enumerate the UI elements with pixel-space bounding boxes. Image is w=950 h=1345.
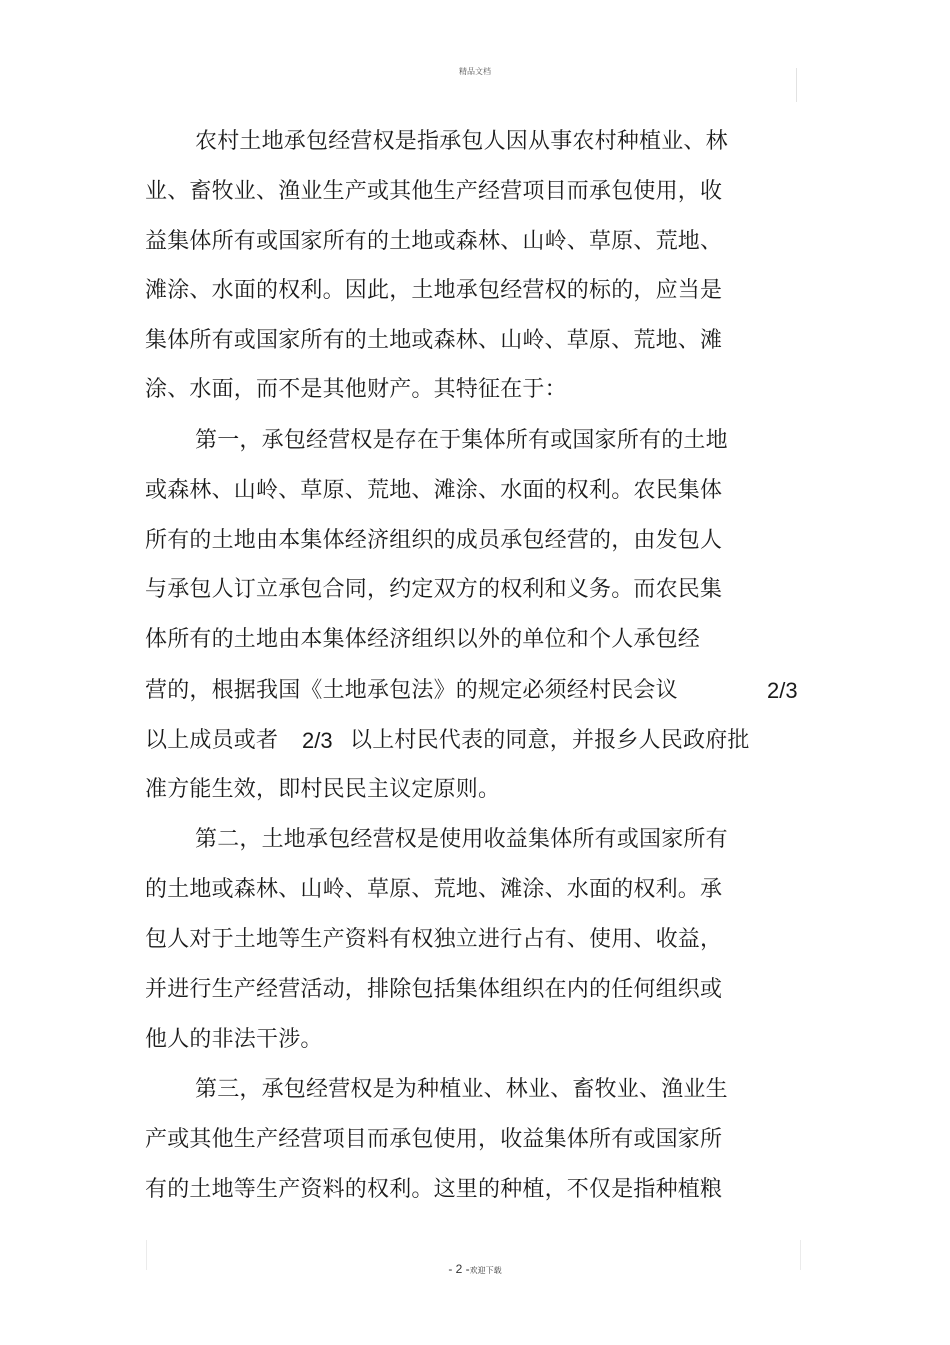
paragraph-3-line-1: 第二，土地承包经营权是使用收益集体所有或国家所有	[195, 827, 728, 852]
paragraph-1-line-6: 涂、水面，而不是其他财产。其特征在于：	[145, 377, 567, 402]
paragraph-3-line-3: 包人对于土地等生产资料有权独立进行占有、使用、收益，	[145, 927, 723, 952]
page-number: - 2 -	[448, 1262, 470, 1276]
paragraph-4-line-1: 第三，承包经营权是为种植业、林业、畜牧业、渔业生	[195, 1077, 728, 1102]
paragraph-4-line-2: 产或其他生产经营项目而承包使用，收益集体所有或国家所	[145, 1127, 723, 1152]
paragraph-2-line-5: 体所有的土地由本集体经济组织以外的单位和个人承包经	[145, 627, 701, 652]
fraction-two-thirds: 2/3	[302, 728, 333, 753]
paragraph-2-line-7: 以上成员或者	[145, 728, 279, 753]
paragraph-1-line-5: 集体所有或国家所有的土地或森林、山岭、草原、荒地、滩	[145, 328, 723, 353]
paragraph-3-line-4: 并进行生产经营活动，排除包括集体组织在内的任何组织或	[145, 977, 723, 1002]
paragraph-1-line-1: 农村土地承包经营权是指承包人因从事农村种植业、林	[195, 129, 728, 154]
header-label: 精品文档	[459, 67, 491, 76]
paragraph-2-line-2: 或森林、山岭、草原、荒地、滩涂、水面的权利。农民集体	[145, 478, 723, 503]
paragraph-2-line-3: 所有的土地由本集体经济组织的成员承包经营的，由发包人	[145, 528, 723, 553]
paragraph-2-line-1: 第一，承包经营权是存在于集体所有或国家所有的土地	[195, 428, 728, 453]
paragraph-2-line-7-tail: 以上村民代表的同意，并报乡人民政府批	[350, 728, 750, 753]
paragraph-1-line-2: 业、畜牧业、渔业生产或其他生产经营项目而承包使用，收	[145, 179, 723, 204]
fraction-two-thirds: 2/3	[767, 678, 798, 703]
paragraph-3-line-5: 他人的非法干涉。	[145, 1027, 323, 1052]
footer-label: 欢迎下载	[469, 1266, 502, 1275]
paragraph-4-line-3: 有的土地等生产资料的权利。这里的种植，不仅是指种植粮	[145, 1177, 723, 1202]
paragraph-3-line-2: 的土地或森林、山岭、草原、荒地、滩涂、水面的权利。承	[145, 877, 723, 902]
margin-rule	[796, 68, 797, 102]
paragraph-2-line-6: 营的，根据我国《土地承包法》的规定必须经村民会议	[145, 678, 678, 703]
paragraph-1-line-4: 滩涂、水面的权利。因此，土地承包经营权的标的，应当是	[145, 278, 723, 303]
footer-line	[0, 1262, 950, 1276]
paragraph-1-line-3: 益集体所有或国家所有的土地或森林、山岭、草原、荒地、	[145, 229, 723, 254]
paragraph-2-line-8: 准方能生效，即村民民主议定原则。	[145, 777, 501, 802]
paragraph-2-line-4: 与承包人订立承包合同，约定双方的权利和义务。而农民集	[145, 577, 723, 602]
